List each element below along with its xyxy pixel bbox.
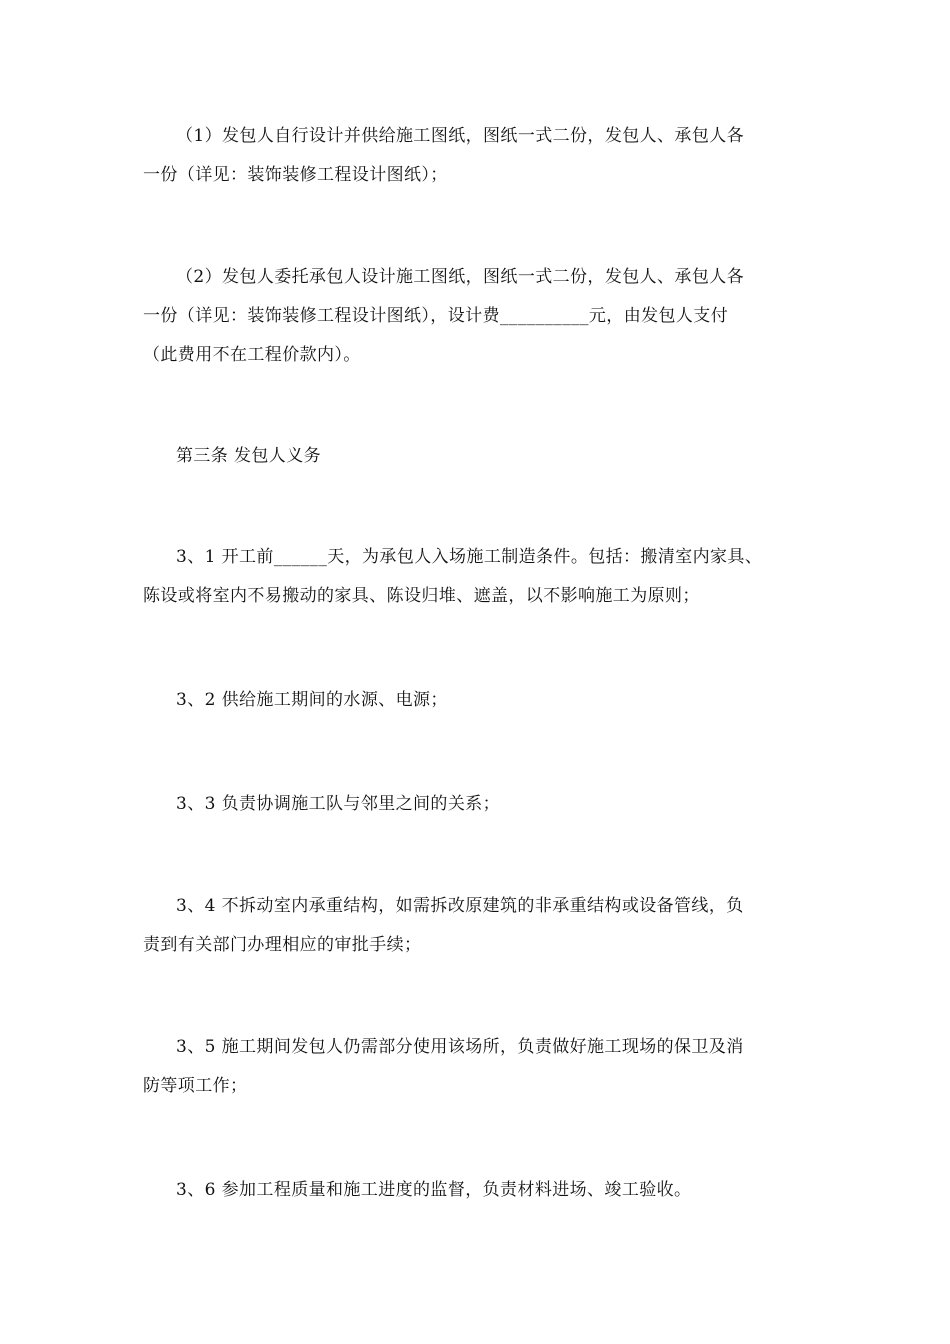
clause-3-4 bbox=[143, 887, 833, 965]
text-line: 3、1 开工前______天，为承包人入场施工制造条件。包括：搬清室内家具、 bbox=[176, 547, 763, 567]
text-line: 3、3 负责协调施工队与邻里之间的关系； bbox=[176, 794, 501, 814]
text-line: 陈设或将室内不易搬动的家具、陈设归堆、遮盖，以不影响施工为原则； bbox=[143, 586, 700, 606]
clause-3-5 bbox=[143, 1028, 833, 1106]
text-line: （此费用不在工程价款内）。 bbox=[143, 345, 361, 365]
text-line: 一份（详见：装饰装修工程设计图纸），设计费__________元，由发包人支付 bbox=[143, 306, 729, 326]
text-line: 3、4 不拆动室内承重结构，如需拆改原建筑的非承重结构或设备管线，负 bbox=[176, 896, 744, 916]
text-line: （1）发包人自行设计并供给施工图纸，图纸一式二份，发包人、承包人各 bbox=[176, 126, 745, 146]
text-line: 防等项工作； bbox=[143, 1076, 248, 1096]
paragraph-design-option-1 bbox=[143, 117, 833, 195]
clause-3-6 bbox=[143, 1171, 833, 1210]
clause-3-2 bbox=[143, 681, 833, 720]
clause-3-1 bbox=[143, 538, 833, 616]
clause-3-3 bbox=[143, 785, 833, 824]
paragraph-design-option-2 bbox=[143, 258, 833, 375]
text-line: 3、6 参加工程质量和施工进度的监督，负责材料进场、竣工验收。 bbox=[176, 1180, 692, 1200]
text-line: 3、5 施工期间发包人仍需部分使用该场所，负责做好施工现场的保卫及消 bbox=[176, 1037, 744, 1057]
section-heading-article-3: 第三条 发包人义务 bbox=[176, 446, 322, 466]
text-line: 一份（详见：装饰装修工程设计图纸）； bbox=[143, 165, 448, 185]
text-line: 责到有关部门办理相应的审批手续； bbox=[143, 935, 422, 955]
text-line: 3、2 供给施工期间的水源、电源； bbox=[176, 690, 448, 710]
text-line: （2）发包人委托承包人设计施工图纸，图纸一式二份，发包人、承包人各 bbox=[176, 267, 745, 287]
